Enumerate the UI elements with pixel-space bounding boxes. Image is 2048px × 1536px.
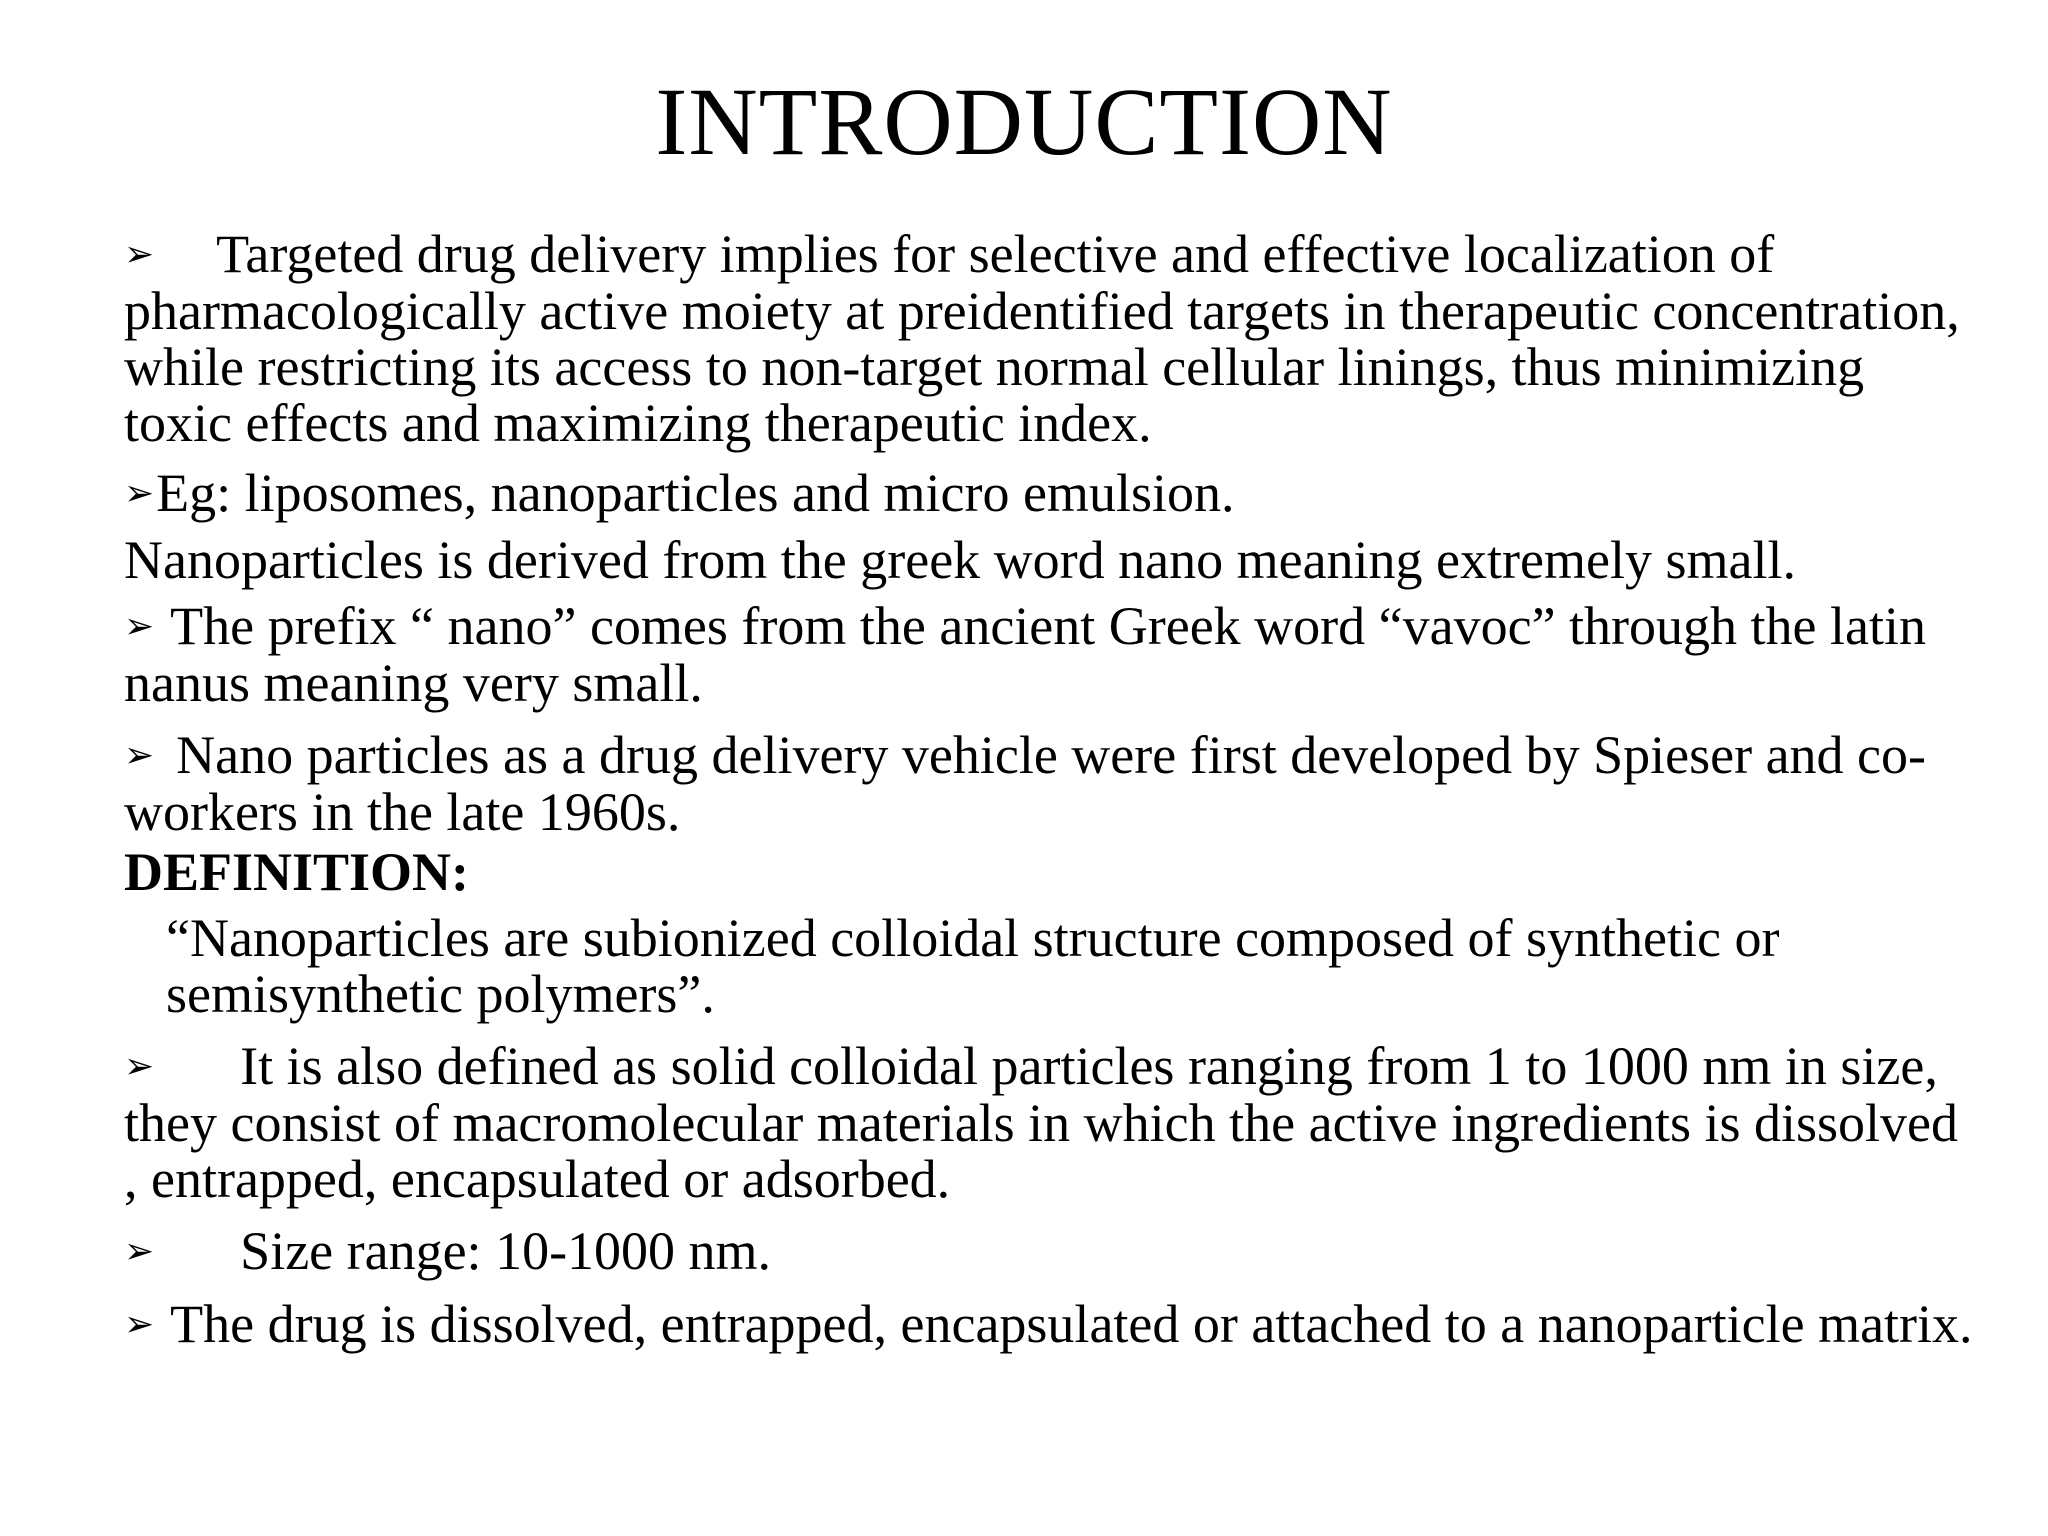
paragraph-text: The drug is dissolved, entrapped, encapsulated or attached to a nanoparticle matrix. — [170, 1294, 1973, 1354]
arrow-bullet-icon: ➢ — [124, 1231, 155, 1272]
paragraph-text: Nano particles as a drug delivery vehicle were first developed by Spieser and co-workers in the late 1960s. — [124, 725, 1927, 842]
paragraph-text: Size range: 10-1000 nm. — [240, 1221, 772, 1281]
arrow-bullet-icon: ➢ — [124, 606, 155, 647]
definition-quote: “Nanoparticles are subionized colloidal structure composed of synthetic or semisynthetic polymers”. — [166, 908, 1780, 1024]
paragraph-text: The prefix “ nano” comes from the ancient Greek word “vavoc” through the latin nanus meaning very small. — [124, 596, 1926, 713]
slide-title: INTRODUCTION — [655, 68, 1393, 175]
paragraph-text: It is also defined as solid colloidal particles ranging from 1 to 1000 nm in size, they consist of macromolecular materials in which the active ingredients is dissolved , entrapped, encapsulated or adsorbed. — [124, 1036, 1958, 1209]
paragraph-etymology — [124, 532, 1984, 588]
definition-heading: DEFINITION: — [124, 842, 470, 902]
paragraph-prefix — [124, 598, 1984, 711]
arrow-bullet-icon: ➢ — [124, 473, 155, 514]
slide-body — [124, 226, 1984, 1353]
arrow-bullet-icon: ➢ — [124, 1046, 155, 1087]
paragraph-targeted-delivery — [124, 226, 1984, 451]
paragraph-text: Targeted drug delivery implies for selective and effective localization of pharmacologically active moiety at preidentified targets in therapeutic concentration, while restricting its access to non-target normal cellular linings, thus minimizing toxic effects and maximizing therapeutic index. — [124, 224, 1960, 453]
paragraph-definition-size — [124, 1038, 1984, 1207]
paragraph-history — [124, 727, 1984, 840]
arrow-bullet-icon: ➢ — [124, 234, 155, 275]
paragraph-examples — [124, 465, 1984, 522]
paragraph-size-range — [124, 1223, 1984, 1280]
paragraph-text: Eg: liposomes, nanoparticles and micro emulsion. — [156, 463, 1235, 523]
paragraph-text: Nanoparticles is derived from the greek word nano meaning extremely small. — [124, 530, 1796, 590]
arrow-bullet-icon: ➢ — [124, 1304, 155, 1345]
paragraph-drug-matrix — [124, 1296, 1984, 1353]
arrow-bullet-icon: ➢ — [124, 735, 155, 776]
